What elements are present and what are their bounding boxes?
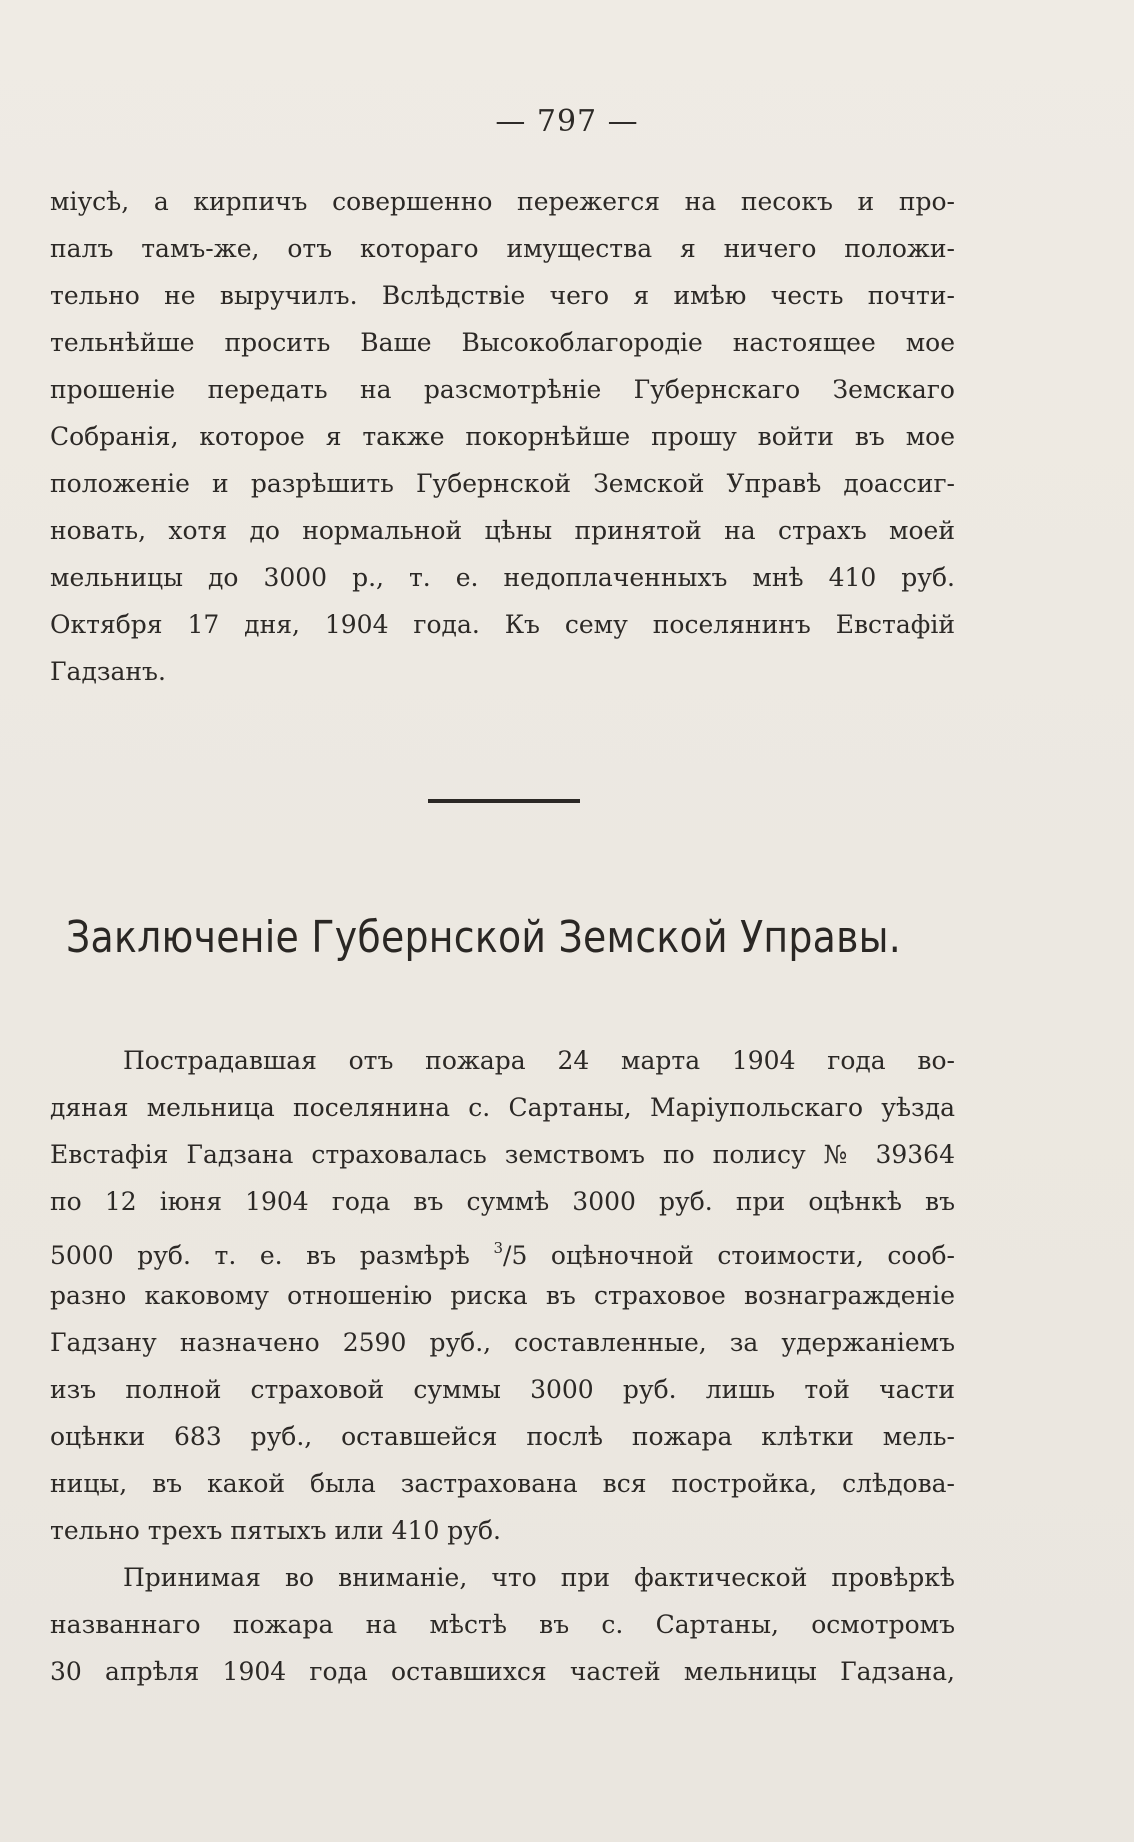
text-line: оцѣнки 683 руб., оставшейся послѣ пожара клѣтки мель- (50, 1422, 955, 1451)
text-line: тельно не выручилъ. Вслѣдствіе чего я имѣю честь почти- (50, 281, 955, 310)
text-line: разно каковому отношенію риска въ страховое вознагражденіе (50, 1281, 955, 1310)
section-divider (428, 799, 580, 803)
conclusion-text (50, 1037, 955, 1695)
text-line: 30 апрѣля 1904 года оставшихся частей мельницы Гадзана, (50, 1657, 955, 1686)
text-line: новать, хотя до нормальной цѣны принятой на страхъ моей (50, 516, 955, 545)
text-line: названнаго пожара на мѣстѣ въ с. Сартаны, осмотромъ (50, 1610, 955, 1639)
text-line: Евстафія Гадзана страховалась земствомъ по полису № 39364 (50, 1140, 955, 1169)
text-line: Собранія, которое я также покорнѣйше прошу войти въ мое (50, 422, 955, 451)
text-line: ницы, въ какой была застрахована вся постройка, слѣдова- (50, 1469, 955, 1498)
text-line: по 12 іюня 1904 года въ суммѣ 3000 руб. при оцѣнкѣ въ (50, 1187, 955, 1216)
text-line: палъ тамъ-же, отъ котораго имущества я ничего положи- (50, 234, 955, 263)
text-line: Принимая во вниманіе, что при фактической провѣркѣ (123, 1563, 955, 1592)
page-number: — 797 — (495, 104, 639, 139)
text-line: міусѣ, а кирпичъ совершенно пережегся на песокъ и про- (50, 187, 955, 216)
text-line: изъ полной страховой суммы 3000 руб. лишь той части (50, 1375, 955, 1404)
text-run: 5000 руб. т. е. въ размѣрѣ (50, 1241, 494, 1270)
text-line: Октября 17 дня, 1904 года. Къ сему поселянинъ Евстафій (50, 610, 955, 639)
text-line: положеніе и разрѣшить Губернской Земской Управѣ доассиг- (50, 469, 955, 498)
text-line: Гадзанъ. (50, 657, 166, 686)
text-line: тельнѣйше просить Ваше Высокоблагородіе настоящее мое (50, 328, 955, 357)
petition-text (50, 178, 955, 695)
text-line: тельно трехъ пятыхъ или 410 руб. (50, 1516, 502, 1545)
text-line: прошеніе передать на разсмотрѣніе Губернскаго Земскаго (50, 375, 955, 404)
fraction-numerator: 3 (493, 1239, 504, 1257)
text-line (50, 1225, 955, 1272)
text-line: дяная мельница поселянина с. Сартаны, Маріупольскаго уѣзда (50, 1093, 955, 1122)
section-heading: Заключеніе Губернской Земской Управы. (66, 912, 902, 963)
text-run: /5 оцѣночной стоимости, сооб- (503, 1241, 955, 1270)
text-line: Пострадавшая отъ пожара 24 марта 1904 года во- (123, 1046, 955, 1075)
text-line: Гадзану назначено 2590 руб., составленные, за удержаніемъ (50, 1328, 955, 1357)
text-line: мельницы до 3000 р., т. е. недоплаченныхъ мнѣ 410 руб. (50, 563, 955, 592)
